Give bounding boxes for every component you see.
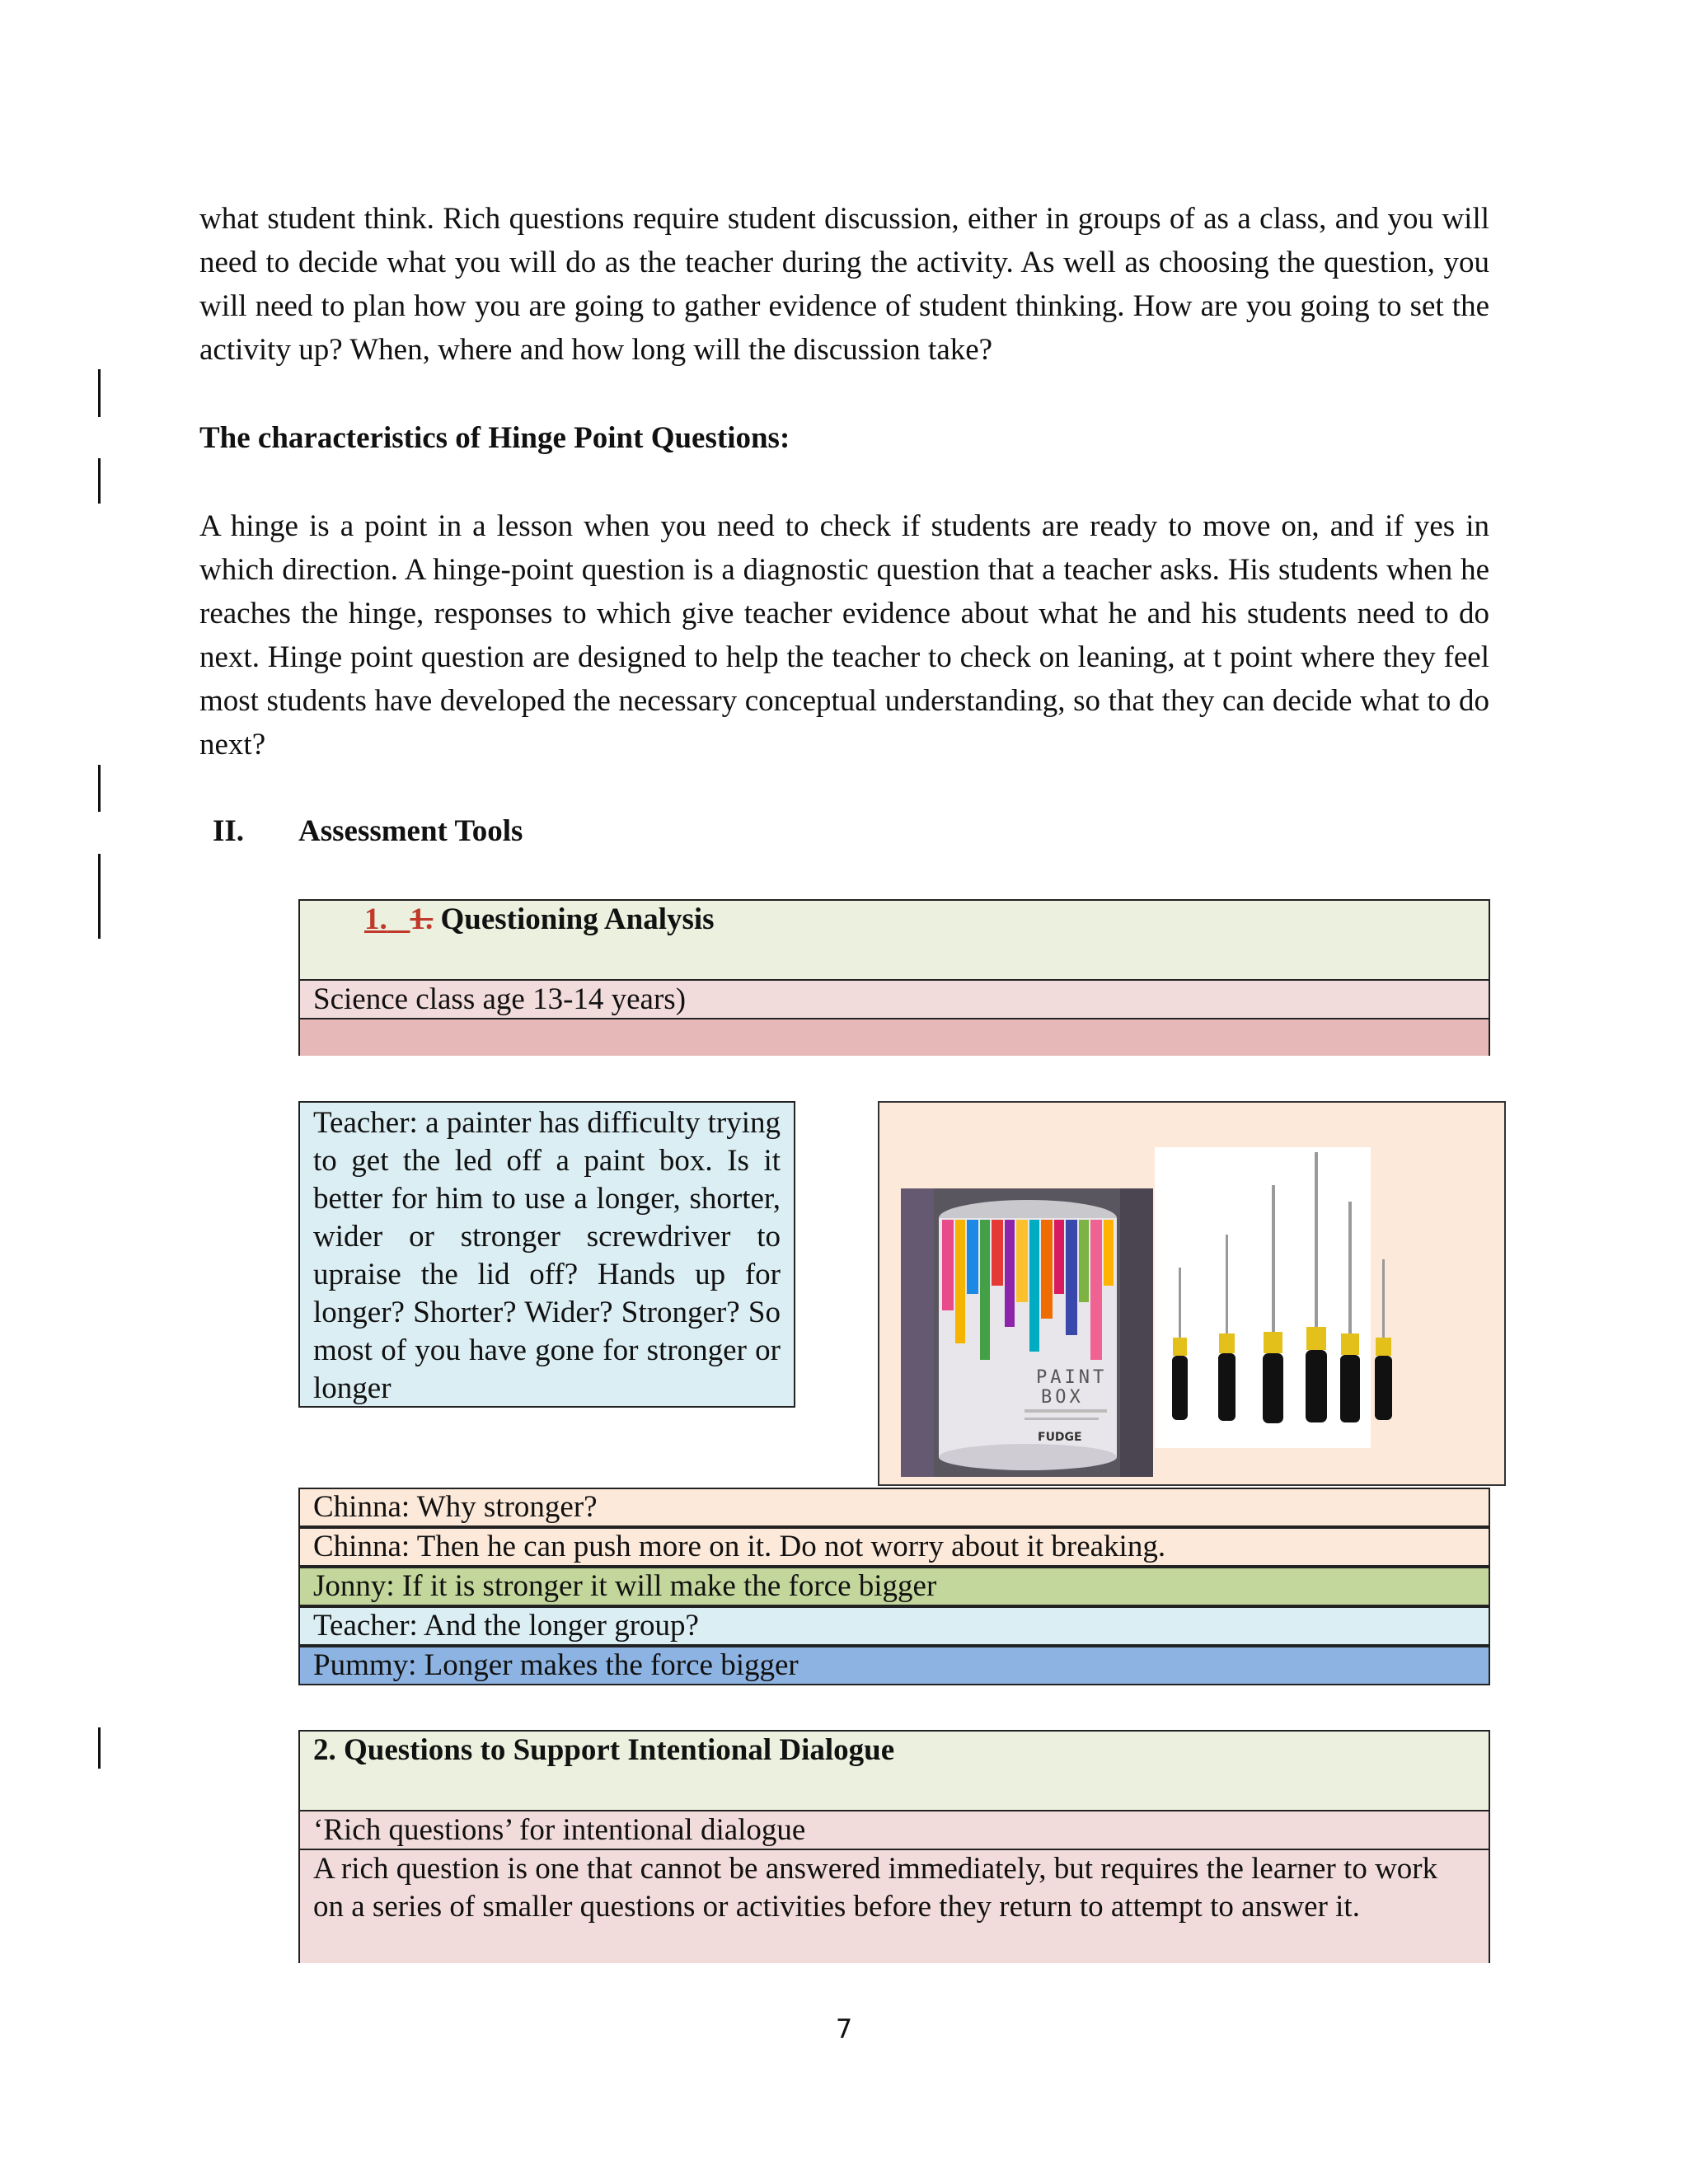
paragraph-rich-questions: what student think. Rich questions require student discussion, either in groups of as a class, and you will need to decide what you will do as the teacher during the activity. As well as choosing the question, you will need to plan how you are going to gather evidence of student thinking. How are you going to set the activity up? When, where and how long will the discussion take? [199,202,1489,367]
section-numeral: II. [213,814,245,848]
inserted-number: 1. [364,902,387,936]
can-label-paint: PAINT [1036,1367,1108,1388]
dialogue-line: Jonny: If it is stronger it will make the force bigger [298,1567,1490,1606]
paint-can-photo [901,1188,1153,1477]
dialogue-line: Chinna: Why stronger? [298,1488,1490,1527]
deleted-number: 1. [410,902,434,936]
revision-bar [98,854,101,939]
table-title: Questioning Analysis [440,902,715,936]
table-body-row: A rich question is one that cannot be answered immediately, but requires the learner to work on a series of smaller questions or activities before they return to attempt to answer it. [300,1849,1489,1963]
can-label-box: BOX [1041,1387,1084,1408]
table-title-row [300,1732,1489,1810]
table-empty-row [300,1018,1489,1056]
can-brand: FUDGE [1038,1431,1082,1444]
screwdrivers-photo [1155,1147,1392,1448]
dialogue-line: Chinna: Then he can push more on it. Do not worry about it breaking. [298,1527,1490,1567]
paint-can-and-screwdrivers-image [879,1103,1504,1484]
teacher-question-text: Teacher: a painter has difficulty trying to get the led off a paint box. Is it better for him to use a longer, shorter, wider or stronger screwdriver to upraise the lid off? Hands up for longer? Shorter? Wider? Stronger? So most of you have gone for stronger or longer [313,1106,781,1405]
illustration-panel [878,1101,1506,1486]
screwdriver [1375,1259,1392,1420]
teacher-question-box [298,1101,795,1408]
revision-bar [98,369,101,417]
table-subtitle-row: Science class age 13-14 years) [300,979,1489,1018]
table-title: 2. Questions to Support Intentional Dialogue [313,1733,895,1767]
revision-bar [98,765,101,812]
dialogue-line: Teacher: And the longer group? [298,1606,1490,1646]
section-title: Assessment Tools [298,814,523,848]
dialogue-line: Pummy: Longer makes the force bigger [298,1646,1490,1685]
intentional-dialogue-table [298,1730,1490,1963]
heading-hinge-point: The characteristics of Hinge Point Questions: [199,421,790,455]
table-subtitle-row: ‘Rich questions’ for intentional dialogue [300,1810,1489,1849]
paragraph-hinge-point: A hinge is a point in a lesson when you need to check if students are ready to move on, and if yes in which direction. A hinge-point question is a diagnostic question that a teacher asks. His students when he reaches the hinge, responses to which give teacher evidence about what he and his students need to do next. Hinge point question are designed to help the teacher to check on leaning, at t point where they feel most students have developed the necessary conceptual understanding, so that they can decide what to do next? [199,509,1489,762]
revision-bar [98,1727,101,1769]
revision-bar [98,458,101,504]
table-title-row [300,901,1489,979]
page-number: 7 [835,2013,853,2045]
questioning-analysis-table [298,899,1490,1056]
